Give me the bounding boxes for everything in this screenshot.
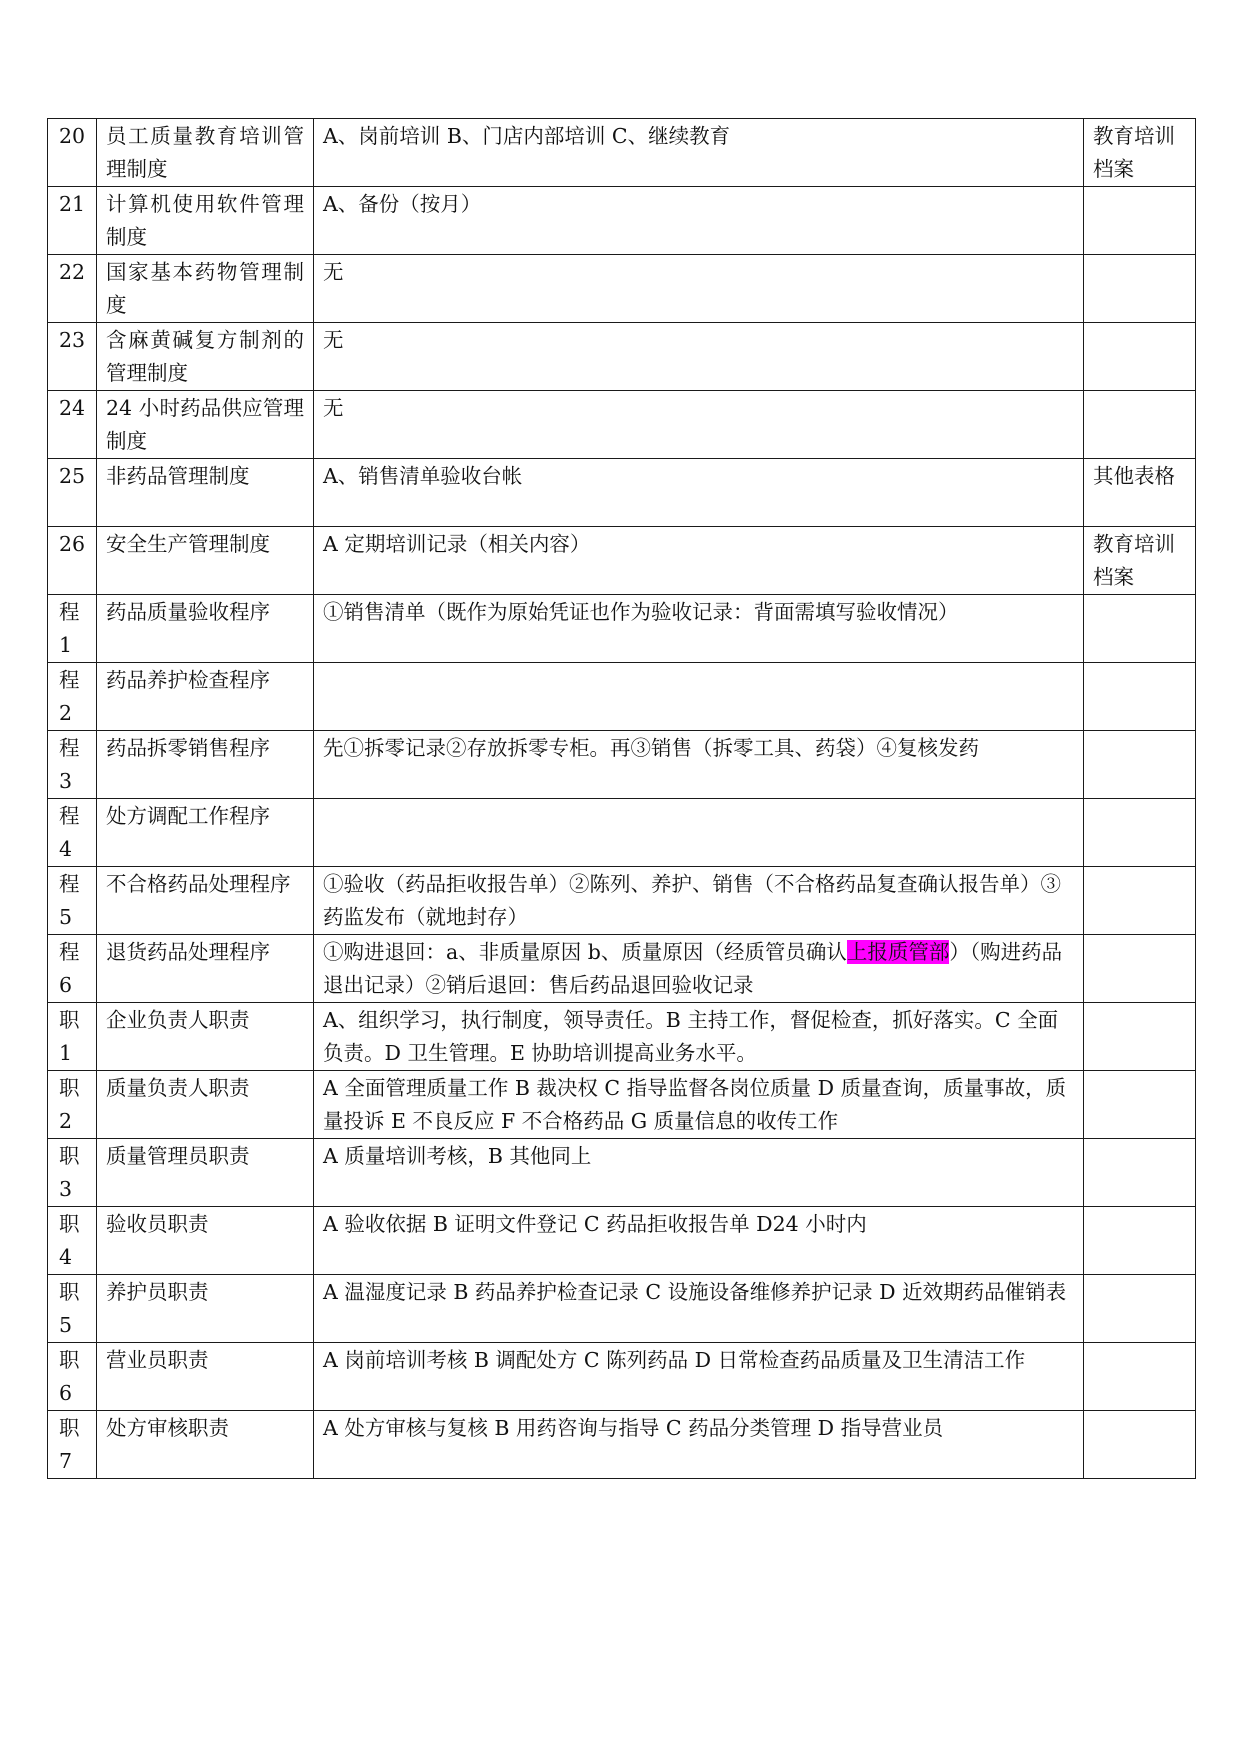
table-row [48,255,1196,323]
row-number: 职 4 [48,1207,97,1275]
row-number: 22 [48,255,97,323]
table-row [48,391,1196,459]
regulation-name: 员工质量教育培训管理制度 [97,119,314,187]
regulation-name: 处方调配工作程序 [97,799,314,867]
regulation-content: ①验收（药品拒收报告单）②陈列、养护、销售（不合格药品复查确认报告单）③药监发布（就地封存） [314,867,1084,935]
regulation-name: 质量负责人职责 [97,1071,314,1139]
regulation-name: 安全生产管理制度 [97,527,314,595]
record-type [1084,1003,1196,1071]
row-number: 职 6 [48,1343,97,1411]
record-type [1084,1139,1196,1207]
record-type [1084,799,1196,867]
regulation-content: A 质量培训考核，B 其他同上 [314,1139,1084,1207]
table-row [48,799,1196,867]
record-type [1084,323,1196,391]
regulation-name: 国家基本药物管理制度 [97,255,314,323]
regulation-content: A、组织学习，执行制度，领导责任。B 主持工作，督促检查，抓好落实。C 全面负责。D 卫生管理。E 协助培训提高业务水平。 [314,1003,1084,1071]
highlighted-text: 上报质管部 [846,940,950,964]
row-number: 程 6 [48,935,97,1003]
table-row [48,1003,1196,1071]
table-row [48,1071,1196,1139]
row-number: 程 1 [48,595,97,663]
regulation-content: A 处方审核与复核 B 用药咨询与指导 C 药品分类管理 D 指导营业员 [314,1411,1084,1479]
regulation-content: A、岗前培训 B、门店内部培训 C、继续教育 [314,119,1084,187]
table-row [48,935,1196,1003]
regulation-name: 含麻黄碱复方制剂的管理制度 [97,323,314,391]
regulation-content: A 全面管理质量工作 B 裁决权 C 指导监督各岗位质量 D 质量查询，质量事故，质量投诉 E 不良反应 F 不合格药品 G 质量信息的收传工作 [314,1071,1084,1139]
table-row [48,731,1196,799]
regulation-content: A、销售清单验收台帐 [314,459,1084,527]
regulation-content: A 定期培训记录（相关内容） [314,527,1084,595]
record-type [1084,595,1196,663]
table-row [48,1207,1196,1275]
regulation-name: 营业员职责 [97,1343,314,1411]
table-row [48,1343,1196,1411]
regulation-name: 非药品管理制度 [97,459,314,527]
record-type [1084,663,1196,731]
regulation-content: A 验收依据 B 证明文件登记 C 药品拒收报告单 D24 小时内 [314,1207,1084,1275]
regulation-content: A 岗前培训考核 B 调配处方 C 陈列药品 D 日常检查药品质量及卫生清洁工作 [314,1343,1084,1411]
record-type [1084,935,1196,1003]
record-type [1084,1343,1196,1411]
table-row [48,595,1196,663]
regulation-content: A、备份（按月） [314,187,1084,255]
row-number: 程 5 [48,867,97,935]
record-type [1084,1071,1196,1139]
row-number: 25 [48,459,97,527]
table-row [48,187,1196,255]
regulation-table [47,118,1196,1479]
regulation-content: 无 [314,391,1084,459]
table-row [48,867,1196,935]
regulation-name: 退货药品处理程序 [97,935,314,1003]
record-type: 教育培训档案 [1084,119,1196,187]
row-number: 程 4 [48,799,97,867]
table-row [48,1139,1196,1207]
row-number: 程 2 [48,663,97,731]
regulation-name: 不合格药品处理程序 [97,867,314,935]
regulation-content: ①销售清单（既作为原始凭证也作为验收记录：背面需填写验收情况） [314,595,1084,663]
regulation-name: 处方审核职责 [97,1411,314,1479]
content-text-after: ）（购进药品退出记录）②销后退回：售后药品退回验收记录 [323,940,1063,997]
record-type [1084,255,1196,323]
row-number: 23 [48,323,97,391]
regulation-content [314,663,1084,731]
table-row [48,1275,1196,1343]
regulation-content: 无 [314,255,1084,323]
regulation-content: A 温湿度记录 B 药品养护检查记录 C 设施设备维修养护记录 D 近效期药品催销表 [314,1275,1084,1343]
record-type [1084,1411,1196,1479]
record-type [1084,1207,1196,1275]
record-type [1084,187,1196,255]
table-row [48,1411,1196,1479]
content-text-before: ①购进退回：a、非质量原因 b、质量原因（经质管员确认 [323,940,847,964]
regulation-name: 药品拆零销售程序 [97,731,314,799]
table-row [48,459,1196,527]
regulation-name: 药品质量验收程序 [97,595,314,663]
regulation-name: 24 小时药品供应管理制度 [97,391,314,459]
regulation-content: 先①拆零记录②存放拆零专柜。再③销售（拆零工具、药袋）④复核发药 [314,731,1084,799]
regulation-name: 验收员职责 [97,1207,314,1275]
row-number: 程 3 [48,731,97,799]
row-number: 24 [48,391,97,459]
regulation-content [314,935,1084,1003]
regulation-content [314,799,1084,867]
record-type: 教育培训档案 [1084,527,1196,595]
record-type [1084,867,1196,935]
record-type: 其他表格 [1084,459,1196,527]
record-type [1084,1275,1196,1343]
row-number: 21 [48,187,97,255]
row-number: 26 [48,527,97,595]
regulation-content: 无 [314,323,1084,391]
regulation-name: 养护员职责 [97,1275,314,1343]
table-row [48,527,1196,595]
record-type [1084,731,1196,799]
regulation-name: 质量管理员职责 [97,1139,314,1207]
table-row [48,323,1196,391]
record-type [1084,391,1196,459]
table-row [48,119,1196,187]
row-number: 20 [48,119,97,187]
row-number: 职 1 [48,1003,97,1071]
regulation-name: 计算机使用软件管理制度 [97,187,314,255]
row-number: 职 3 [48,1139,97,1207]
table-row [48,663,1196,731]
regulation-name: 企业负责人职责 [97,1003,314,1071]
row-number: 职 7 [48,1411,97,1479]
row-number: 职 2 [48,1071,97,1139]
regulation-name: 药品养护检查程序 [97,663,314,731]
row-number: 职 5 [48,1275,97,1343]
